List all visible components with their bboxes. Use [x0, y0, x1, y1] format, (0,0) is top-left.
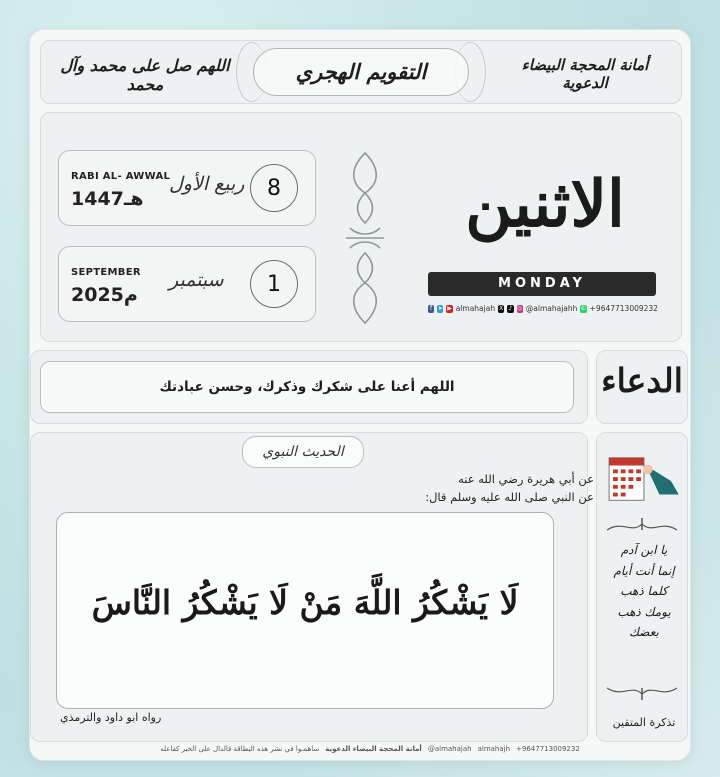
social-handle-1[interactable]: almahajah [455, 304, 496, 313]
dua-title: الدعاء [601, 361, 683, 400]
gregorian-date-box [58, 246, 316, 322]
reminder-line: بعضك [629, 625, 659, 639]
day-name-english: MONDAY [428, 272, 656, 296]
narrator-line-1: عن أبي هريرة رضي الله عنه [458, 472, 594, 486]
reminder-line: كلما ذهب [620, 584, 668, 598]
reminder-line: إنما أنت أيام [613, 563, 675, 578]
hadith-source: رواه ابو داود والترمذي [60, 711, 162, 724]
footer-tagline: ساهمـوا في نشر هذه البطاقة فالدال على الخير كفاعله [160, 745, 320, 753]
top-flourish-icon [602, 516, 682, 536]
page-title: التقويم الهجري [253, 48, 469, 96]
footer-org: أمانة المحجة البيضاء الدعوية [325, 745, 422, 753]
hijri-day-number: 8 [250, 164, 298, 212]
salawat-text: اللهم صل على محمد وآل محمد [60, 56, 230, 94]
x-icon[interactable]: X [499, 304, 504, 312]
whatsapp-icon[interactable]: ✆ [581, 304, 587, 312]
narrator-line-2: عن النبي صلى الله عليه وسلم قال: [425, 490, 594, 504]
reminder-caption: تذكرة المتقين [612, 716, 676, 729]
instagram-icon[interactable]: ◎ [517, 304, 523, 312]
telegram-icon[interactable]: ➤ [437, 304, 443, 312]
facebook-icon[interactable]: f [428, 305, 434, 313]
calendar-icon [600, 452, 684, 510]
hijri-date-box [58, 150, 316, 226]
gregorian-month-arabic: سبتمبر [169, 269, 224, 291]
footer-handle-1[interactable]: @almahajah [427, 745, 472, 753]
day-name-arabic: الاثنين [465, 167, 625, 242]
footer-bar [150, 745, 590, 753]
footer-phone[interactable]: +9647713009232 [516, 745, 580, 753]
dua-text: اللهم أعنا على شكرك وذكرك، وحسن عبادتك [40, 361, 574, 413]
gregorian-day-number: 1 [250, 260, 298, 308]
social-handle-2[interactable]: @almahajahh [525, 304, 578, 313]
reminder-line: يا ابن آدم [620, 543, 668, 557]
hijri-year: 1447هـ [71, 188, 144, 210]
footer-handle-2[interactable]: almahajh [477, 745, 511, 753]
reminder-verse [598, 540, 690, 643]
reminder-line: يومك ذهب [617, 604, 671, 619]
hadith-badge: الحديث النبوي [242, 436, 364, 468]
gregorian-year: 2025م [71, 284, 138, 306]
tiktok-icon[interactable]: ♪ [508, 304, 513, 312]
org-name: أمانة المحجة البيضاء الدعوية [521, 56, 649, 92]
hadith-text: لَا يَشْكُرُ اللَّهَ مَنْ لَا يَشْكُرُ النَّاسَ [91, 583, 519, 622]
hadith-text-box [56, 512, 554, 709]
ornament-divider-icon [340, 148, 390, 328]
social-phone[interactable]: +9647713009232 [589, 304, 658, 313]
gregorian-month-label: SEPTEMBER [71, 267, 141, 278]
hijri-month-arabic: ربيع الأول [169, 173, 245, 195]
social-links [428, 304, 658, 313]
bottom-flourish-icon [602, 682, 682, 702]
hijri-month-label: RABI AL- AWWAL [71, 171, 171, 182]
youtube-icon[interactable]: ▶ [447, 304, 452, 312]
